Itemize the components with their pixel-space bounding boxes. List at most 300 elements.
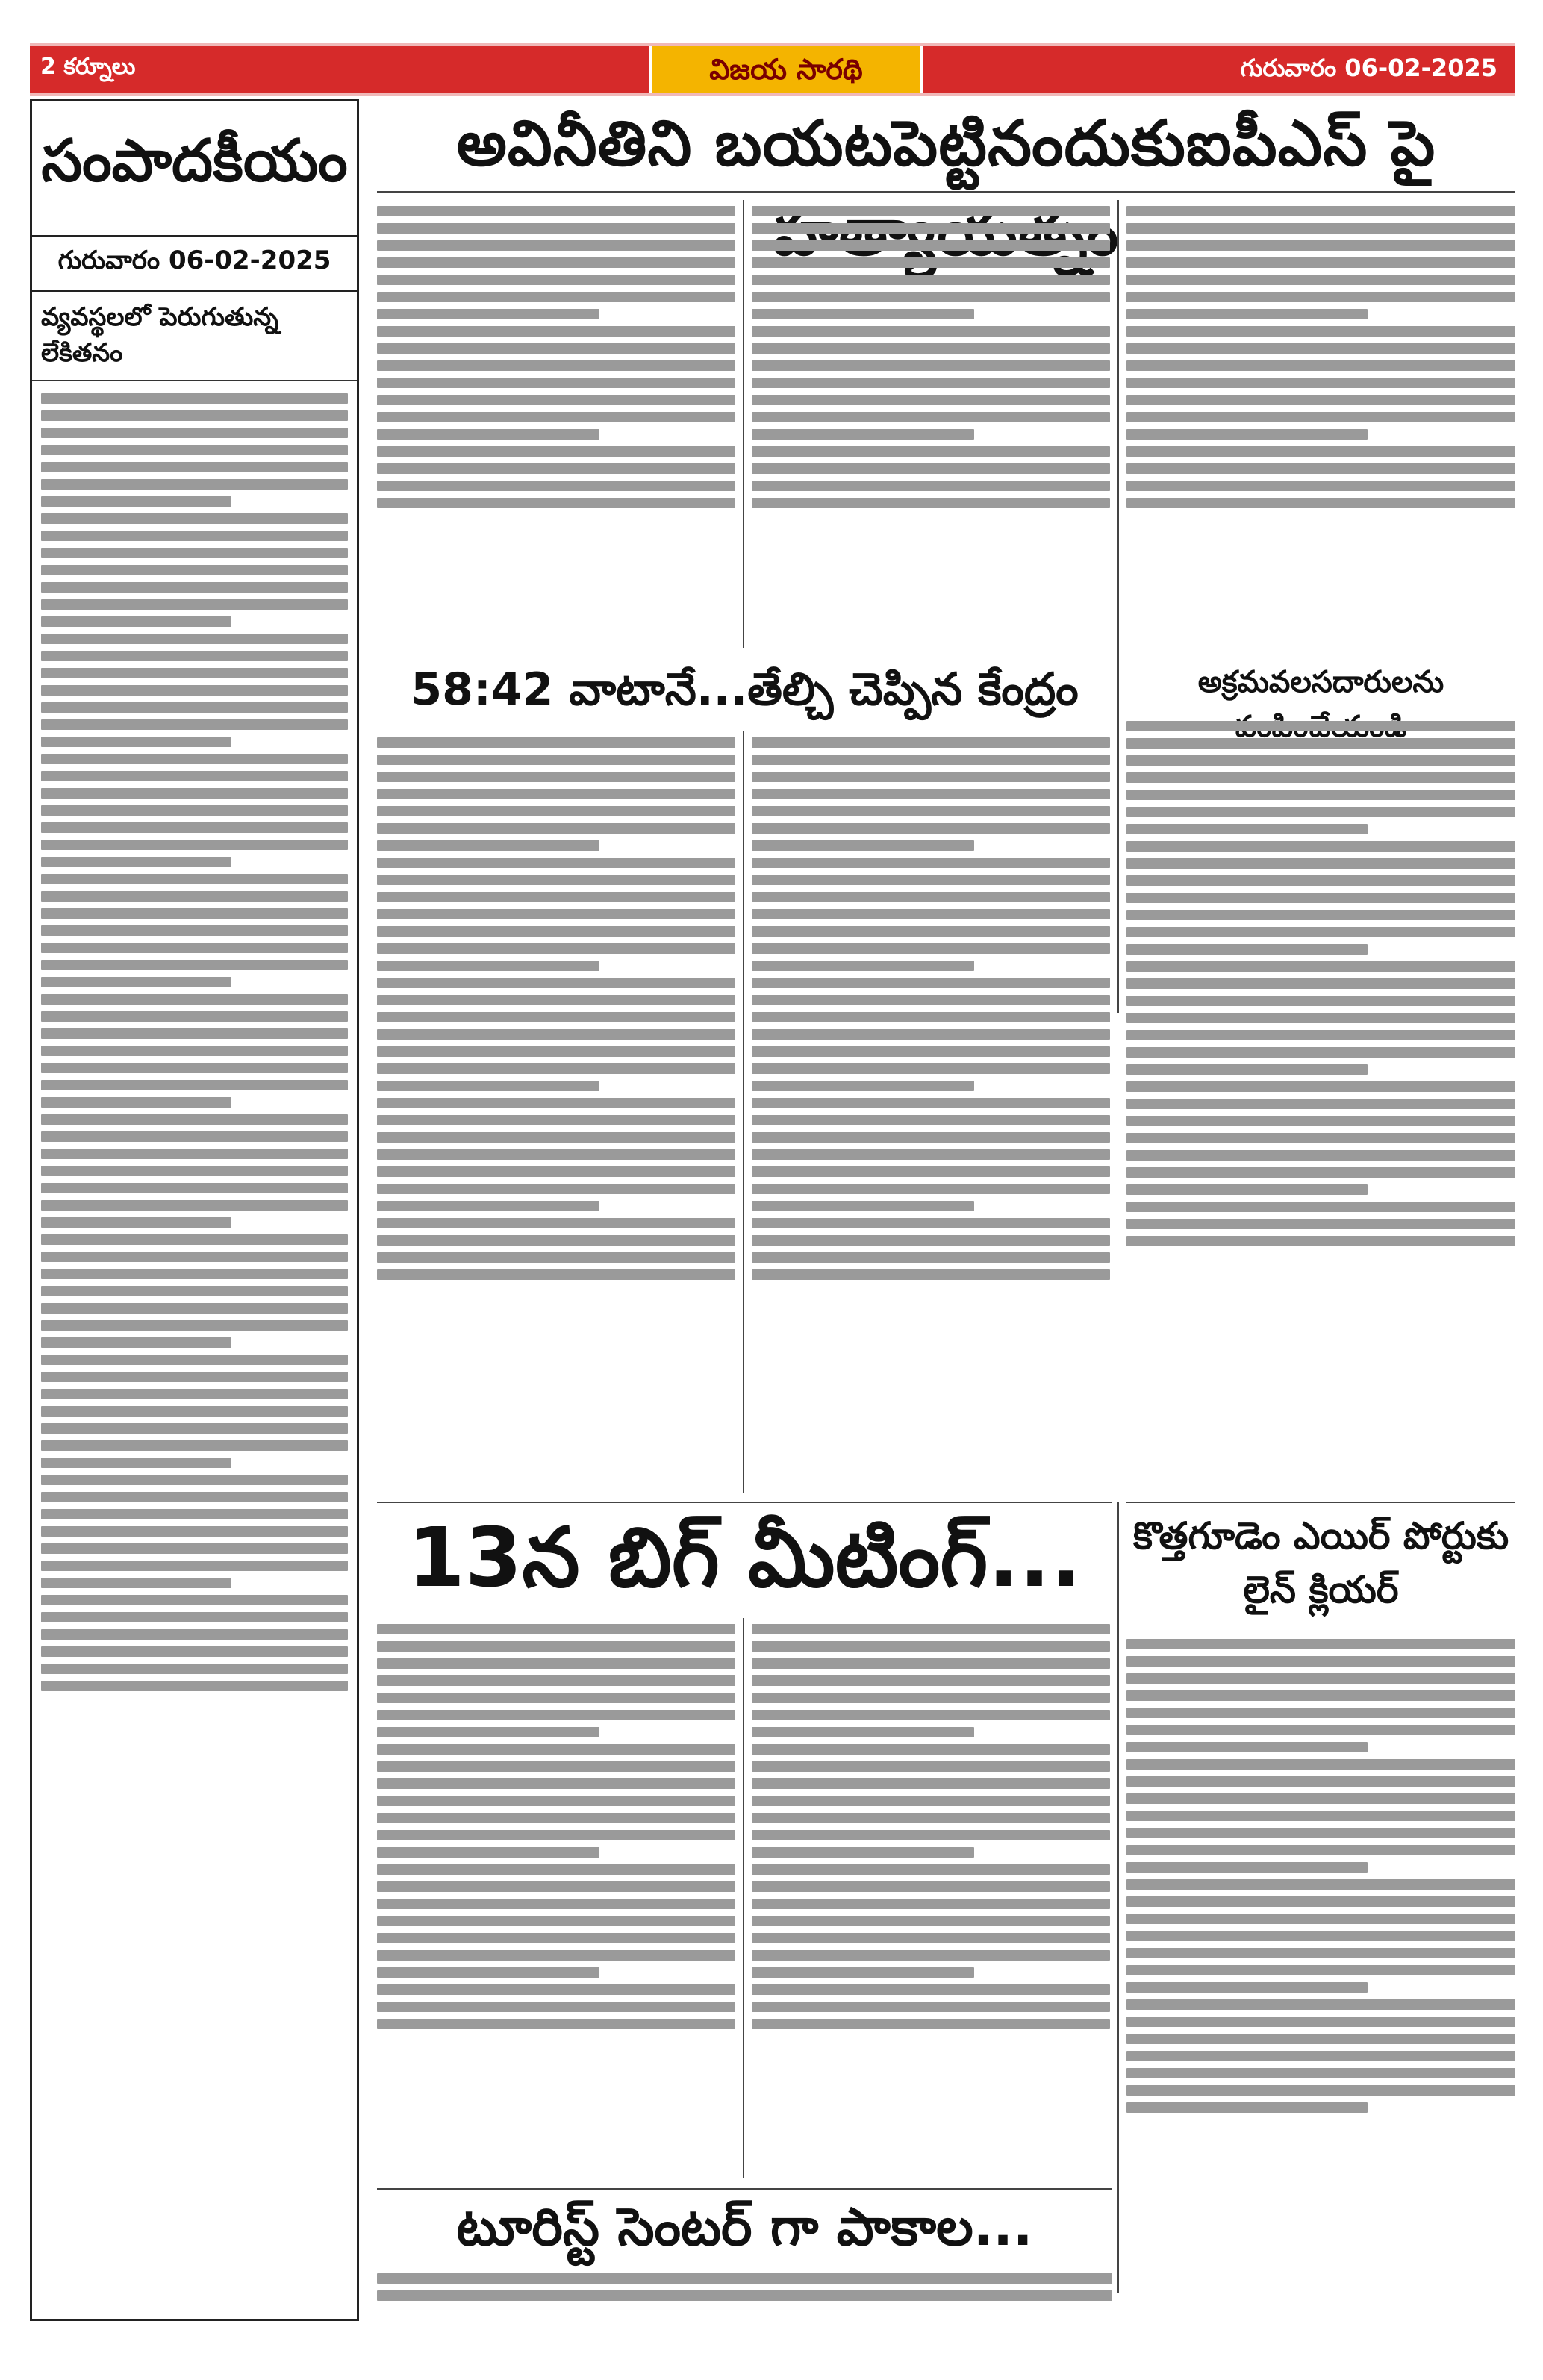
placeholder-text-line <box>1126 1948 1515 1958</box>
story6-body <box>377 2267 1112 2320</box>
placeholder-text-line <box>1126 1202 1515 1212</box>
placeholder-text-line <box>41 788 348 799</box>
placeholder-text-line <box>41 1080 348 1090</box>
placeholder-text-line <box>41 616 231 627</box>
main-news-area <box>377 99 1515 2323</box>
placeholder-text-line <box>1126 1742 1368 1752</box>
placeholder-text-line <box>377 2273 1112 2284</box>
placeholder-text-line <box>41 1372 348 1382</box>
placeholder-text-line <box>377 240 735 251</box>
masthead-band <box>30 43 1515 96</box>
placeholder-text-line <box>1126 1982 1368 1993</box>
placeholder-text-line <box>377 395 735 405</box>
placeholder-text-line <box>1126 1150 1515 1161</box>
placeholder-text-line <box>1126 1047 1515 1058</box>
placeholder-text-line <box>752 257 1110 268</box>
placeholder-text-line <box>377 1933 735 1943</box>
placeholder-text-line <box>41 805 348 816</box>
placeholder-text-line <box>41 1303 348 1314</box>
story3-headline: అక్రమవలసదారులను <box>1197 665 1444 699</box>
placeholder-text-line <box>752 875 1110 885</box>
placeholder-text-line <box>1126 412 1515 422</box>
placeholder-text-line <box>41 1561 348 1571</box>
placeholder-text-line <box>752 858 1110 868</box>
placeholder-text-line <box>752 1847 974 1858</box>
placeholder-text-line <box>1126 1030 1515 1040</box>
placeholder-text-line <box>1126 910 1515 920</box>
placeholder-text-line <box>752 378 1110 388</box>
placeholder-text-line <box>752 909 1110 919</box>
date-line: గురువారం 06-02-2025 <box>1240 54 1497 82</box>
placeholder-text-line <box>1126 893 1515 903</box>
placeholder-text-line <box>752 360 1110 371</box>
placeholder-text-line <box>41 1097 231 1108</box>
placeholder-text-line <box>752 1166 1110 1177</box>
placeholder-text-line <box>41 410 348 421</box>
placeholder-text-line <box>752 1830 1110 1840</box>
placeholder-text-line <box>377 1950 735 1961</box>
placeholder-text-line <box>752 1641 1110 1652</box>
placeholder-text-line <box>41 1337 231 1348</box>
placeholder-text-line <box>41 1200 348 1211</box>
placeholder-text-line <box>1126 343 1515 354</box>
placeholder-text-line <box>41 1440 348 1451</box>
placeholder-text-line <box>377 2002 735 2012</box>
placeholder-text-line <box>752 1813 1110 1823</box>
placeholder-text-line <box>1126 1845 1515 1855</box>
placeholder-text-line <box>752 463 1110 474</box>
placeholder-text-line <box>752 1950 1110 1961</box>
editorial-date: గురువారం 06-02-2025 <box>57 246 331 275</box>
placeholder-text-line <box>377 446 735 457</box>
placeholder-text-line <box>1126 2017 1515 2027</box>
placeholder-text-line <box>41 1646 348 1657</box>
placeholder-text-line <box>377 412 735 422</box>
placeholder-text-line <box>1126 378 1515 388</box>
placeholder-text-line <box>752 498 1110 508</box>
story2-headline: 58:42 వాటానే...తేల్చి చెప్పిన కేంద్రం <box>411 663 1079 716</box>
placeholder-text-line <box>377 498 735 508</box>
placeholder-text-line <box>377 978 735 988</box>
placeholder-text-line <box>752 1899 1110 1909</box>
placeholder-text-line <box>752 1710 1110 1720</box>
placeholder-text-line <box>752 275 1110 285</box>
placeholder-text-line <box>377 926 735 937</box>
placeholder-text-line <box>752 412 1110 422</box>
placeholder-text-line <box>377 1624 735 1634</box>
placeholder-text-line <box>377 840 599 851</box>
placeholder-text-line <box>1126 309 1368 319</box>
story1-col1 <box>377 200 735 648</box>
placeholder-text-line <box>1126 1133 1515 1143</box>
placeholder-text-line <box>752 1675 1110 1686</box>
placeholder-text-line <box>1126 1793 1515 1804</box>
placeholder-text-line <box>752 2002 1110 2012</box>
placeholder-text-line <box>1126 790 1515 800</box>
story1-headline: అవినీతిని బయటపెట్టినందుకుఐపీఎస్ పై <box>456 107 1436 180</box>
placeholder-text-line <box>752 1029 1110 1040</box>
story4-divider <box>743 1618 744 2178</box>
placeholder-text-line <box>377 1132 735 1143</box>
placeholder-text-line <box>41 1131 348 1142</box>
placeholder-text-line <box>377 875 735 885</box>
placeholder-text-line <box>752 446 1110 457</box>
placeholder-text-line <box>752 481 1110 491</box>
placeholder-text-line <box>377 275 735 285</box>
placeholder-text-line <box>41 1114 348 1125</box>
placeholder-text-line <box>752 1881 1110 1892</box>
placeholder-text-line <box>41 1423 348 1434</box>
placeholder-text-line <box>41 1269 348 1279</box>
story1-col2 <box>752 200 1110 648</box>
placeholder-text-line <box>1126 1099 1515 1109</box>
placeholder-text-line <box>1126 1931 1515 1941</box>
placeholder-text-line <box>377 1269 735 1280</box>
placeholder-text-line <box>377 1813 735 1823</box>
placeholder-text-line <box>41 822 348 833</box>
placeholder-text-line <box>1126 1081 1515 1092</box>
placeholder-text-line <box>752 755 1110 765</box>
placeholder-text-line <box>752 343 1110 354</box>
editorial-column <box>30 99 359 2321</box>
editorial-body <box>32 381 357 2334</box>
placeholder-text-line <box>1126 1811 1515 1821</box>
placeholder-text-line <box>752 978 1110 988</box>
placeholder-text-line <box>41 1406 348 1417</box>
placeholder-text-line <box>41 1681 348 1691</box>
placeholder-text-line <box>41 1664 348 1674</box>
placeholder-text-line <box>752 1046 1110 1057</box>
placeholder-text-line <box>377 1098 735 1108</box>
placeholder-text-line <box>41 1166 348 1176</box>
placeholder-text-line <box>752 1252 1110 1263</box>
placeholder-text-line <box>377 378 735 388</box>
placeholder-text-line <box>1126 1064 1368 1075</box>
placeholder-text-line <box>1126 875 1515 886</box>
placeholder-text-line <box>377 1744 735 1755</box>
placeholder-text-line <box>377 1029 735 1040</box>
placeholder-text-line <box>377 806 735 816</box>
placeholder-text-line <box>752 961 974 971</box>
placeholder-text-line <box>1126 996 1515 1006</box>
placeholder-text-line <box>1126 360 1515 371</box>
placeholder-text-line <box>377 1252 735 1263</box>
placeholder-text-line <box>752 1727 974 1737</box>
placeholder-text-line <box>377 481 735 491</box>
placeholder-text-line <box>377 1984 735 1995</box>
placeholder-text-line <box>1126 772 1515 783</box>
placeholder-text-line <box>1126 1236 1515 1246</box>
placeholder-text-line <box>41 1389 348 1399</box>
placeholder-text-line <box>377 909 735 919</box>
placeholder-text-line <box>377 858 735 868</box>
placeholder-text-line <box>41 531 348 541</box>
placeholder-text-line <box>752 995 1110 1005</box>
placeholder-text-line <box>377 789 735 799</box>
placeholder-text-line <box>752 1967 974 1978</box>
placeholder-text-line <box>752 1269 1110 1280</box>
placeholder-text-line <box>1126 1639 1515 1649</box>
placeholder-text-line <box>377 429 599 440</box>
placeholder-text-line <box>41 1578 231 1588</box>
placeholder-text-line <box>377 1658 735 1669</box>
story6-headline: టూరిస్ట్ సెంటర్ గా పాకాల... <box>456 2196 1033 2258</box>
placeholder-text-line <box>1126 1656 1515 1667</box>
placeholder-text-line <box>377 1796 735 1806</box>
placeholder-text-line <box>41 857 231 867</box>
placeholder-text-line <box>377 1967 599 1978</box>
placeholder-text-line <box>41 1320 348 1331</box>
placeholder-text-line <box>41 1509 348 1519</box>
story6-top-rule <box>377 2188 1112 2190</box>
placeholder-text-line <box>377 1864 735 1875</box>
placeholder-text-line <box>1126 1914 1515 1924</box>
placeholder-text-line <box>1126 463 1515 474</box>
story2-col1 <box>377 731 735 1493</box>
placeholder-text-line <box>752 789 1110 799</box>
placeholder-text-line <box>377 1761 735 1772</box>
placeholder-text-line <box>1126 978 1515 989</box>
placeholder-text-line <box>752 823 1110 834</box>
placeholder-text-line <box>1126 2102 1368 2113</box>
placeholder-text-line <box>377 1830 735 1840</box>
placeholder-text-line <box>377 2290 1112 2301</box>
placeholder-text-line <box>41 496 231 507</box>
placeholder-text-line <box>752 240 1110 251</box>
placeholder-text-line <box>1126 841 1515 852</box>
placeholder-text-line <box>41 1355 348 1365</box>
placeholder-text-line <box>752 309 974 319</box>
placeholder-text-line <box>752 1744 1110 1755</box>
placeholder-text-line <box>752 1115 1110 1125</box>
placeholder-text-line <box>41 1595 348 1605</box>
placeholder-text-line <box>41 960 348 970</box>
placeholder-text-line <box>752 892 1110 902</box>
story4-col1 <box>377 1618 735 2178</box>
placeholder-text-line <box>752 1132 1110 1143</box>
placeholder-text-line <box>377 1201 599 1211</box>
placeholder-text-line <box>377 309 599 319</box>
placeholder-text-line <box>41 1458 231 1468</box>
placeholder-text-line <box>377 463 735 474</box>
placeholder-text-line <box>752 1235 1110 1246</box>
placeholder-text-line <box>1126 961 1515 972</box>
placeholder-text-line <box>377 737 735 748</box>
placeholder-text-line <box>752 326 1110 337</box>
placeholder-text-line <box>41 565 348 575</box>
editorial-date-box <box>32 237 357 292</box>
placeholder-text-line <box>41 445 348 455</box>
placeholder-text-line <box>1126 2068 1515 2078</box>
placeholder-text-line <box>1126 275 1515 285</box>
placeholder-text-line <box>752 292 1110 302</box>
placeholder-text-line <box>377 360 735 371</box>
placeholder-text-line <box>41 1183 348 1193</box>
placeholder-text-line <box>377 257 735 268</box>
placeholder-text-line <box>1126 1690 1515 1701</box>
placeholder-text-line <box>1126 429 1368 440</box>
placeholder-text-line <box>41 771 348 781</box>
placeholder-text-line <box>752 737 1110 748</box>
placeholder-text-line <box>377 1727 599 1737</box>
placeholder-text-line <box>41 1629 348 1640</box>
story4-top-rule <box>377 1502 1112 1503</box>
editorial-title-box <box>32 101 357 237</box>
placeholder-text-line <box>41 1612 348 1622</box>
paper-name: విజయ సారథి <box>649 46 923 93</box>
placeholder-text-line <box>41 428 348 438</box>
story5-divider <box>1117 1502 1119 2293</box>
placeholder-text-line <box>752 926 1110 937</box>
placeholder-text-line <box>41 668 348 678</box>
placeholder-text-line <box>1126 1116 1515 1126</box>
placeholder-text-line <box>41 891 348 902</box>
placeholder-text-line <box>41 737 231 747</box>
placeholder-text-line <box>752 1864 1110 1875</box>
placeholder-text-line <box>752 1081 974 1091</box>
placeholder-text-line <box>377 823 735 834</box>
placeholder-text-line <box>41 719 348 730</box>
placeholder-text-line <box>1126 1759 1515 1770</box>
placeholder-text-line <box>752 1012 1110 1022</box>
placeholder-text-line <box>377 1149 735 1160</box>
placeholder-text-line <box>41 582 348 593</box>
placeholder-text-line <box>1126 257 1515 268</box>
placeholder-text-line <box>752 772 1110 782</box>
placeholder-text-line <box>377 1778 735 1789</box>
placeholder-text-line <box>752 840 974 851</box>
story1-divider-a <box>743 200 744 648</box>
placeholder-text-line <box>377 961 599 971</box>
placeholder-text-line <box>1126 326 1515 337</box>
placeholder-text-line <box>377 755 735 765</box>
placeholder-text-line <box>41 943 348 953</box>
placeholder-text-line <box>1126 1896 1515 1907</box>
placeholder-text-line <box>1126 1673 1515 1684</box>
placeholder-text-line <box>1126 481 1515 491</box>
placeholder-text-line <box>752 1916 1110 1926</box>
placeholder-text-line <box>1126 858 1515 869</box>
placeholder-text-line <box>377 1012 735 1022</box>
placeholder-text-line <box>41 634 348 644</box>
story1-top-rule <box>377 191 1515 193</box>
placeholder-text-line <box>41 754 348 764</box>
story4-headline: 13న బిగ్ మీటింగ్... <box>408 1510 1082 1605</box>
placeholder-text-line <box>1126 1708 1515 1718</box>
placeholder-text-line <box>41 1252 348 1262</box>
placeholder-text-line <box>752 1098 1110 1108</box>
placeholder-text-line <box>377 326 735 337</box>
placeholder-text-line <box>377 1235 735 1246</box>
placeholder-text-line <box>377 1710 735 1720</box>
placeholder-text-line <box>752 1658 1110 1669</box>
placeholder-text-line <box>377 343 735 354</box>
placeholder-text-line <box>41 925 348 936</box>
placeholder-text-line <box>377 1046 735 1057</box>
placeholder-text-line <box>752 1984 1110 1995</box>
placeholder-text-line <box>377 1115 735 1125</box>
placeholder-text-line <box>1126 1184 1368 1195</box>
placeholder-text-line <box>1126 1725 1515 1735</box>
placeholder-text-line <box>1126 206 1515 216</box>
placeholder-text-line <box>752 2019 1110 2029</box>
placeholder-text-line <box>41 1011 348 1022</box>
placeholder-text-line <box>752 1761 1110 1772</box>
placeholder-text-line <box>41 977 231 987</box>
placeholder-text-line <box>752 395 1110 405</box>
placeholder-text-line <box>41 1217 231 1228</box>
story2-col2 <box>752 731 1110 1493</box>
placeholder-text-line <box>1126 1219 1515 1229</box>
placeholder-text-line <box>41 548 348 558</box>
placeholder-text-line <box>1126 721 1515 731</box>
placeholder-text-line <box>377 206 735 216</box>
placeholder-text-line <box>1126 292 1515 302</box>
placeholder-text-line <box>41 685 348 696</box>
page-label: 2 కర్నూలు <box>40 54 136 80</box>
placeholder-text-line <box>41 651 348 661</box>
placeholder-text-line <box>377 1081 599 1091</box>
placeholder-text-line <box>752 1778 1110 1789</box>
placeholder-text-line <box>1126 944 1368 955</box>
placeholder-text-line <box>41 479 348 490</box>
placeholder-text-line <box>377 1184 735 1194</box>
placeholder-text-line <box>1126 807 1515 817</box>
placeholder-text-line <box>41 1234 348 1245</box>
placeholder-text-line <box>1126 1965 1515 1975</box>
placeholder-text-line <box>752 1624 1110 1634</box>
placeholder-text-line <box>377 223 735 234</box>
placeholder-text-line <box>41 393 348 404</box>
placeholder-text-line <box>41 702 348 713</box>
placeholder-text-line <box>41 874 348 884</box>
placeholder-text-line <box>41 908 348 919</box>
placeholder-text-line <box>377 292 735 302</box>
placeholder-text-line <box>752 1933 1110 1943</box>
placeholder-text-line <box>1126 2034 1515 2044</box>
placeholder-text-line <box>377 1847 599 1858</box>
placeholder-text-line <box>1126 1879 1515 1890</box>
placeholder-text-line <box>1126 1828 1515 1838</box>
placeholder-text-line <box>41 1149 348 1159</box>
placeholder-text-line <box>1126 824 1368 834</box>
placeholder-text-line <box>1126 2085 1515 2096</box>
placeholder-text-line <box>1126 1167 1515 1178</box>
placeholder-text-line <box>377 943 735 954</box>
placeholder-text-line <box>1126 1776 1515 1787</box>
story3-body <box>1126 715 1515 1461</box>
placeholder-text-line <box>41 1492 348 1502</box>
placeholder-text-line <box>752 806 1110 816</box>
placeholder-text-line <box>752 1693 1110 1703</box>
placeholder-text-line <box>377 892 735 902</box>
placeholder-text-line <box>1126 738 1515 749</box>
placeholder-text-line <box>752 943 1110 954</box>
placeholder-text-line <box>377 1641 735 1652</box>
placeholder-text-line <box>752 1149 1110 1160</box>
placeholder-text-line <box>752 206 1110 216</box>
editorial-headline: వ్యవస్థలలో పెరుగుతున్న లేకితనం <box>32 292 357 381</box>
placeholder-text-line <box>752 1201 974 1211</box>
placeholder-text-line <box>41 840 348 850</box>
story5-body <box>1126 1633 1515 2290</box>
story5-headline: కొత్తగూడెం ఎయిర్ పోర్టుకు లైన్ క్లియర్ <box>1132 1514 1509 1611</box>
placeholder-text-line <box>1126 2051 1515 2061</box>
placeholder-text-line <box>1126 223 1515 234</box>
story5-top-rule <box>1126 1502 1515 1503</box>
placeholder-text-line <box>1126 755 1515 766</box>
placeholder-text-line <box>41 994 348 1005</box>
